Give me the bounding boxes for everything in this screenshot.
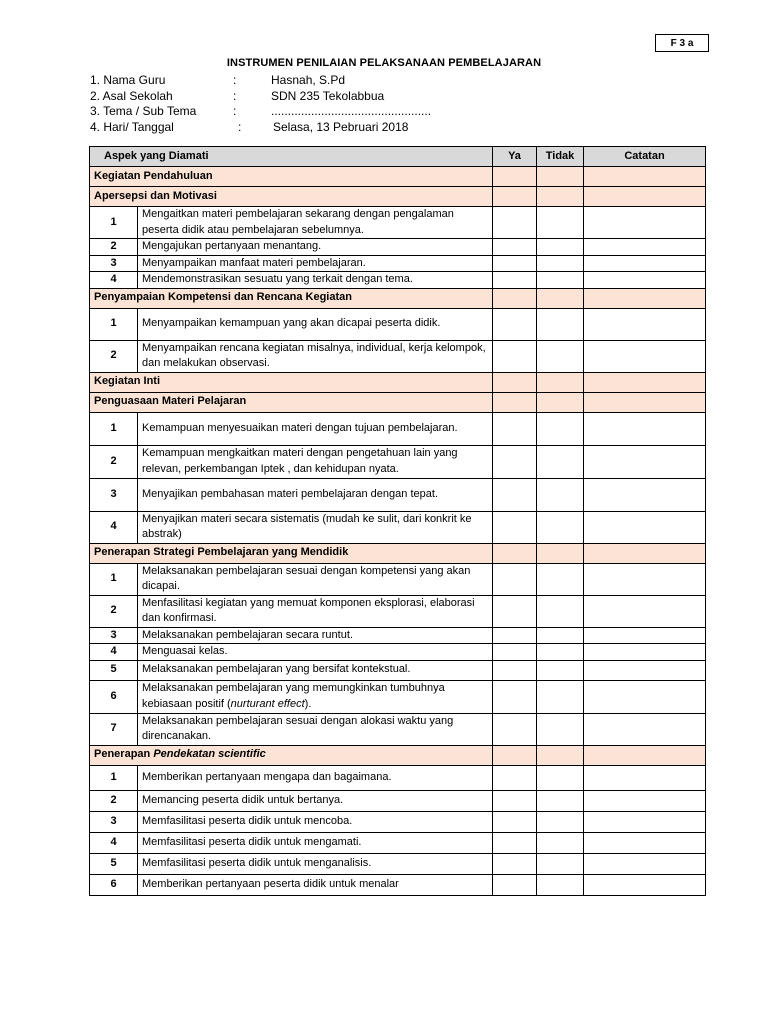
item-text: Melaksanakan pembelajaran secara runtut. [138, 627, 493, 644]
notes-cell[interactable] [584, 167, 706, 187]
item-text-part: Melaksanakan pembelajaran yang memungkinkan tumbuhnya kebiasaan positif ( [142, 682, 445, 710]
check-no-cell[interactable] [537, 563, 584, 595]
info-label: 1. Nama Guru [90, 73, 166, 87]
section-label-text: Kegiatan Pendahuluan [94, 169, 213, 182]
check-no-cell[interactable] [537, 660, 584, 680]
notes-cell[interactable] [584, 745, 706, 765]
section-label-text: Penyampaian Kompetensi dan Rencana Kegiatan [94, 291, 352, 304]
section-label [90, 187, 493, 207]
notes-cell[interactable] [584, 445, 706, 478]
section-row [90, 543, 706, 563]
notes-cell[interactable] [584, 392, 706, 412]
page-title: INSTRUMEN PENILAIAN PELAKSANAAN PEMBELAJARAN [226, 57, 542, 69]
section-row [90, 187, 706, 207]
section-row [90, 167, 706, 187]
item-number: 4 [90, 644, 138, 661]
assessment-table [89, 146, 706, 896]
item-text: Memancing peserta didik untuk bertanya. [138, 790, 493, 811]
check-yes-cell[interactable] [493, 811, 537, 832]
section-row [90, 288, 706, 308]
item-number: 3 [90, 811, 138, 832]
check-yes-cell[interactable] [493, 445, 537, 478]
item-text: Menyampaikan kemampuan yang akan dicapai peserta didik. [138, 308, 493, 340]
notes-cell[interactable] [584, 644, 706, 661]
item-number: 4 [90, 511, 138, 543]
info-row-date [90, 120, 510, 136]
notes-cell[interactable] [584, 627, 706, 644]
notes-cell[interactable] [584, 187, 706, 207]
check-no-cell[interactable] [537, 272, 584, 289]
notes-cell[interactable] [584, 272, 706, 289]
item-text: Melaksanakan pembelajaran sesuai dengan alokasi waktu yang direncanakan. [138, 713, 493, 745]
check-yes-cell[interactable] [493, 745, 537, 765]
info-colon: : [233, 104, 237, 118]
check-yes-cell[interactable] [493, 187, 537, 207]
table-row [90, 308, 706, 340]
check-no-cell[interactable] [537, 874, 584, 895]
check-yes-cell[interactable] [493, 255, 537, 272]
check-no-cell[interactable] [537, 627, 584, 644]
section-label-text: Penerapan [94, 748, 154, 761]
section-label-text: Penerapan Strategi Pembelajaran yang Mendidik [94, 546, 349, 559]
table-row [90, 790, 706, 811]
notes-cell[interactable] [584, 255, 706, 272]
section-label-text: Apersepsi dan Motivasi [94, 189, 217, 202]
check-yes-cell[interactable] [493, 790, 537, 811]
info-value: Selasa, 13 Pebruari 2018 [273, 119, 409, 134]
section-label [90, 167, 493, 187]
item-number: 4 [90, 272, 138, 289]
check-yes-cell[interactable] [493, 392, 537, 412]
section-label [90, 543, 493, 563]
check-no-cell[interactable] [537, 255, 584, 272]
item-text: Melaksanakan pembelajaran sesuai dengan kompetensi yang akan dicapai. [138, 563, 493, 595]
item-number: 4 [90, 832, 138, 853]
table-row [90, 627, 706, 644]
check-yes-cell[interactable] [493, 478, 537, 511]
check-yes-cell[interactable] [493, 272, 537, 289]
info-value: ................................................ [271, 104, 432, 118]
check-yes-cell[interactable] [493, 713, 537, 745]
check-no-cell[interactable] [537, 543, 584, 563]
check-yes-cell[interactable] [493, 372, 537, 392]
item-text: Mengajukan pertanyaan menantang. [138, 239, 493, 256]
check-no-cell[interactable] [537, 478, 584, 511]
section-label-italic: Pendekatan scientific [153, 748, 266, 761]
table-body [90, 167, 706, 896]
table-row [90, 680, 706, 713]
table-row [90, 340, 706, 372]
check-no-cell[interactable] [537, 811, 584, 832]
check-no-cell[interactable] [537, 713, 584, 745]
item-text: Memberikan pertanyaan mengapa dan bagaimana. [138, 765, 493, 790]
item-number: 3 [90, 255, 138, 272]
item-text: Menyampaikan manfaat materi pembelajaran. [138, 255, 493, 272]
notes-cell[interactable] [584, 680, 706, 713]
item-text: Memfasilitasi peserta didik untuk menganalisis. [138, 853, 493, 874]
check-no-cell[interactable] [537, 445, 584, 478]
check-no-cell[interactable] [537, 511, 584, 543]
section-label [90, 288, 493, 308]
item-number: 2 [90, 340, 138, 372]
item-number: 5 [90, 660, 138, 680]
info-label: 3. Tema / Sub Tema [90, 104, 197, 118]
notes-cell[interactable] [584, 478, 706, 511]
item-text: Menguasai kelas. [138, 644, 493, 661]
section-row [90, 372, 706, 392]
form-code-box [655, 34, 709, 52]
info-row-school [90, 89, 510, 105]
check-no-cell[interactable] [537, 412, 584, 445]
table-row [90, 563, 706, 595]
check-no-cell[interactable] [537, 187, 584, 207]
check-yes-cell[interactable] [493, 660, 537, 680]
check-yes-cell[interactable] [493, 853, 537, 874]
item-number: 2 [90, 239, 138, 256]
item-text: Memfasilitasi peserta didik untuk mengamati. [138, 832, 493, 853]
notes-cell[interactable] [584, 832, 706, 853]
check-yes-cell[interactable] [493, 167, 537, 187]
check-no-cell[interactable] [537, 790, 584, 811]
check-yes-cell[interactable] [493, 832, 537, 853]
section-label [90, 392, 493, 412]
item-number: 6 [90, 874, 138, 895]
table-row [90, 713, 706, 745]
check-yes-cell[interactable] [493, 874, 537, 895]
item-text: Menyajikan materi secara sistematis (mudah ke sulit, dari konkrit ke abstrak) [138, 511, 493, 543]
item-number: 1 [90, 308, 138, 340]
check-no-cell[interactable] [537, 765, 584, 790]
notes-cell[interactable] [584, 308, 706, 340]
header-aspect: Aspek yang Diamati [90, 147, 493, 167]
info-value: SDN 235 Tekolabbua [271, 88, 385, 103]
check-no-cell[interactable] [537, 167, 584, 187]
notes-cell[interactable] [584, 811, 706, 832]
item-text: Mendemonstrasikan sesuatu yang terkait dengan tema. [138, 272, 493, 289]
notes-cell[interactable] [584, 563, 706, 595]
check-no-cell[interactable] [537, 372, 584, 392]
check-no-cell[interactable] [537, 595, 584, 627]
table-row [90, 644, 706, 661]
item-text [138, 680, 493, 713]
check-yes-cell[interactable] [493, 644, 537, 661]
check-yes-cell[interactable] [493, 308, 537, 340]
table-row [90, 478, 706, 511]
check-yes-cell[interactable] [493, 595, 537, 627]
table-row [90, 445, 706, 478]
table-header-row [90, 147, 706, 167]
check-no-cell[interactable] [537, 644, 584, 661]
item-text-part: ). [304, 697, 312, 710]
check-no-cell[interactable] [537, 680, 584, 713]
item-text-italic: nurturant effect [230, 697, 305, 710]
check-no-cell[interactable] [537, 853, 584, 874]
notes-cell[interactable] [584, 207, 706, 239]
check-no-cell[interactable] [537, 392, 584, 412]
item-text: Melaksanakan pembelajaran yang bersifat kontekstual. [138, 660, 493, 680]
item-number: 1 [90, 563, 138, 595]
item-text: Menfasilitasi kegiatan yang memuat komponen eksplorasi, elaborasi dan konfirmasi. [138, 595, 493, 627]
check-no-cell[interactable] [537, 288, 584, 308]
notes-cell[interactable] [584, 340, 706, 372]
notes-cell[interactable] [584, 372, 706, 392]
info-row-theme [90, 104, 510, 120]
check-yes-cell[interactable] [493, 627, 537, 644]
section-label [90, 372, 493, 392]
section-label-text: Penguasaan Materi Pelajaran [94, 395, 247, 408]
notes-cell[interactable] [584, 288, 706, 308]
info-colon: : [233, 73, 237, 87]
item-text: Kemampuan mengkaitkan materi dengan pengetahuan lain yang relevan, perkembangan Iptek , dan kehidupan nyata. [138, 445, 493, 478]
info-value: Hasnah, S.Pd [271, 73, 346, 87]
table-row [90, 595, 706, 627]
table-row [90, 660, 706, 680]
check-yes-cell[interactable] [493, 288, 537, 308]
check-no-cell[interactable] [537, 239, 584, 256]
check-no-cell[interactable] [537, 308, 584, 340]
notes-cell[interactable] [584, 595, 706, 627]
section-label-text: Kegiatan Inti [94, 375, 161, 388]
check-yes-cell[interactable] [493, 765, 537, 790]
notes-cell[interactable] [584, 239, 706, 256]
item-number: 1 [90, 207, 138, 239]
notes-cell[interactable] [584, 874, 706, 895]
check-yes-cell[interactable] [493, 563, 537, 595]
info-row-teacher [90, 73, 510, 89]
check-yes-cell[interactable] [493, 412, 537, 445]
form-code: F 3 a [670, 37, 694, 49]
check-yes-cell[interactable] [493, 207, 537, 239]
table-row [90, 874, 706, 895]
table-row [90, 765, 706, 790]
item-text: Memfasilitasi peserta didik untuk mencoba. [138, 811, 493, 832]
notes-cell[interactable] [584, 790, 706, 811]
info-label: 2. Asal Sekolah [90, 88, 173, 103]
notes-cell[interactable] [584, 543, 706, 563]
check-no-cell[interactable] [537, 340, 584, 372]
item-number: 1 [90, 412, 138, 445]
notes-cell[interactable] [584, 713, 706, 745]
item-number: 3 [90, 627, 138, 644]
item-number: 2 [90, 445, 138, 478]
item-number: 5 [90, 853, 138, 874]
table-row [90, 272, 706, 289]
check-yes-cell[interactable] [493, 340, 537, 372]
header-yes: Ya [493, 147, 537, 167]
table-row [90, 239, 706, 256]
item-number: 2 [90, 595, 138, 627]
item-number: 2 [90, 790, 138, 811]
item-number: 7 [90, 713, 138, 745]
item-text: Mengaitkan materi pembelajaran sekarang dengan pengalaman peserta didik atau pembelajaran sebelumnya. [138, 207, 493, 239]
item-text: Menyampaikan rencana kegiatan misalnya, individual, kerja kelompok, dan melakukan observasi. [138, 340, 493, 372]
check-yes-cell[interactable] [493, 511, 537, 543]
section-label [90, 745, 493, 765]
table-row [90, 811, 706, 832]
notes-cell[interactable] [584, 765, 706, 790]
item-number: 3 [90, 478, 138, 511]
notes-cell[interactable] [584, 660, 706, 680]
header-notes: Catatan [584, 147, 706, 167]
table-row [90, 832, 706, 853]
table-row [90, 511, 706, 543]
table-row [90, 207, 706, 239]
info-colon: : [233, 88, 237, 103]
check-no-cell[interactable] [537, 745, 584, 765]
notes-cell[interactable] [584, 511, 706, 543]
item-text: Kemampuan menyesuaikan materi dengan tujuan pembelajaran. [138, 412, 493, 445]
item-text: Menyajikan pembahasan materi pembelajaran dengan tepat. [138, 478, 493, 511]
notes-cell[interactable] [584, 853, 706, 874]
table-row [90, 412, 706, 445]
table-row [90, 255, 706, 272]
section-row [90, 392, 706, 412]
check-no-cell[interactable] [537, 832, 584, 853]
header-no: Tidak [537, 147, 584, 167]
item-number: 6 [90, 680, 138, 713]
notes-cell[interactable] [584, 412, 706, 445]
check-yes-cell[interactable] [493, 680, 537, 713]
table-row [90, 853, 706, 874]
check-no-cell[interactable] [537, 207, 584, 239]
item-text: Memberikan pertanyaan peserta didik untuk menalar [138, 874, 493, 895]
section-row [90, 745, 706, 765]
info-colon: : [238, 119, 242, 134]
check-yes-cell[interactable] [493, 543, 537, 563]
check-yes-cell[interactable] [493, 239, 537, 256]
info-label: 4. Hari/ Tanggal [90, 119, 174, 134]
info-block [90, 73, 510, 135]
item-number: 1 [90, 765, 138, 790]
